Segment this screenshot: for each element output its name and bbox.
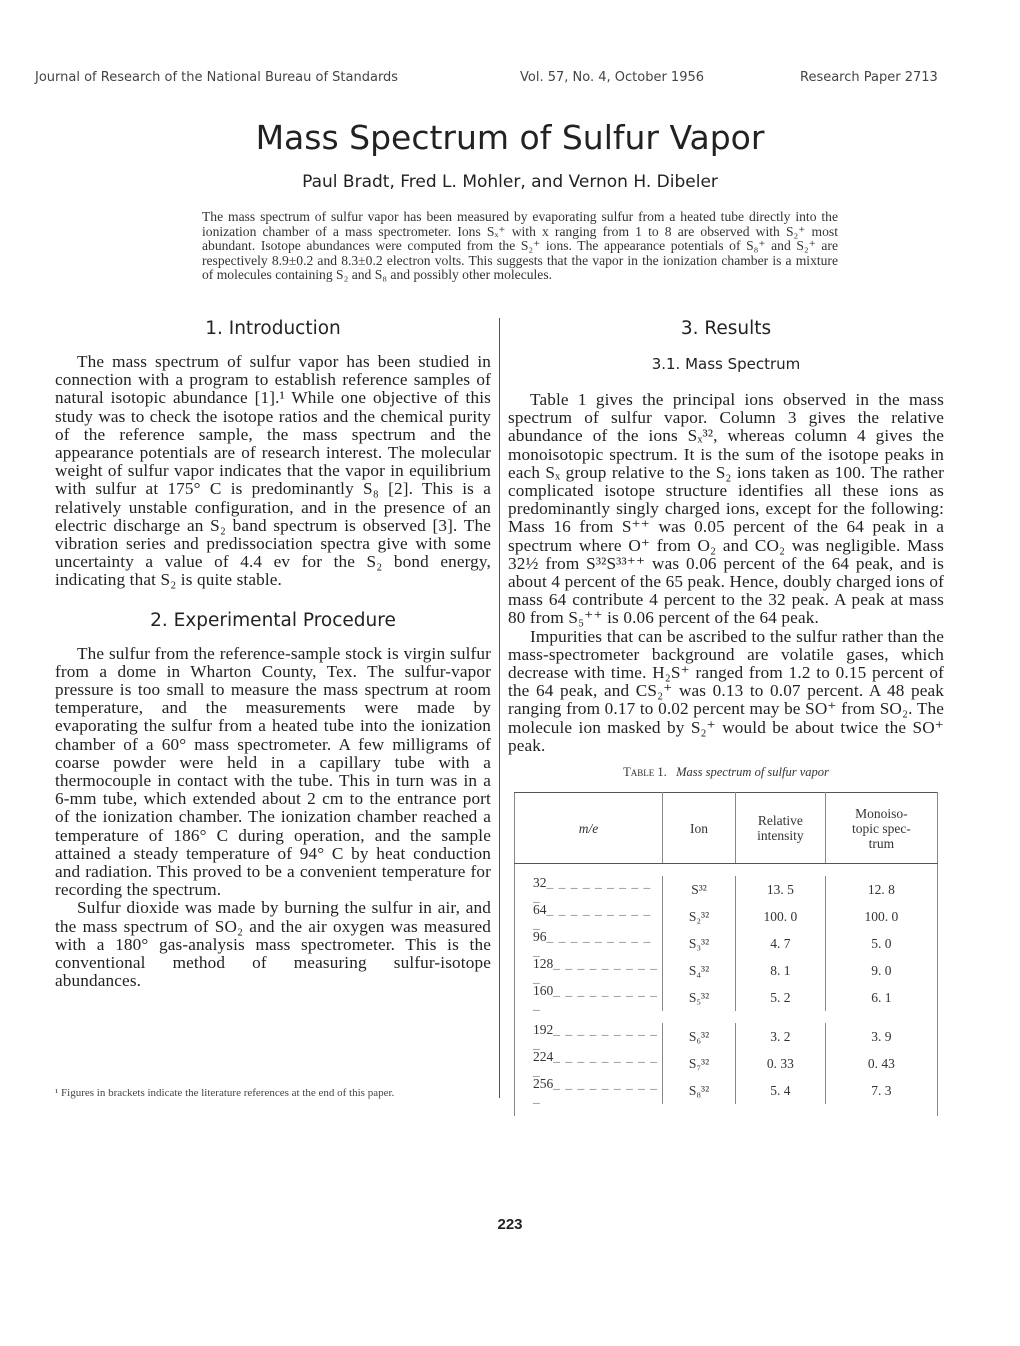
cell-relative-intensity: 13. 5 <box>736 876 826 903</box>
cell-me: 128_ _ _ _ _ _ _ _ _ _ <box>533 956 658 985</box>
table-row <box>515 876 938 903</box>
table-label: Table 1. <box>623 765 667 780</box>
cell-me: 224_ _ _ _ _ _ _ _ _ _ <box>533 1049 658 1078</box>
cell-monoisotopic: 9. 0 <box>825 957 937 984</box>
table-row <box>515 1023 938 1050</box>
cell-relative-intensity: 5. 2 <box>736 984 826 1011</box>
cell-monoisotopic: 7. 3 <box>825 1077 937 1104</box>
cell-monoisotopic: 6. 1 <box>825 984 937 1011</box>
cell-me: 256_ _ _ _ _ _ _ _ _ _ <box>533 1076 658 1105</box>
cell-relative-intensity: 3. 2 <box>736 1023 826 1050</box>
cell-monoisotopic: 0. 43 <box>825 1050 937 1077</box>
cell-ion: S₂³² <box>663 903 736 930</box>
left-column <box>55 318 491 991</box>
me-value: 256 <box>533 1076 554 1092</box>
header-ion: Ion <box>663 793 736 864</box>
results-paragraph-1: Table 1 gives the principal ions observed in the mass spectrum of sulfur vapor. Column 3 gives the relative abundance of the ions Sₓ³², whereas column 4 gives the monoisotopic spectrum. It is the sum of the isotope peaks in each Sₓ group relative to the S₂ ions taken as 100. The rather complicated isotope structure identifies all these ions as predominantly singly charged ions, except for the following: Mass 16 from S⁺⁺ was 0.05 percent of the 64 peak in a spectrum where O⁺ from O₂ and CO₂ was negligible. Mass 32½ from S³²S³³⁺⁺ was 0.06 percent of the 64 peak, and is about 4 percent of the 65 peak. Hence, doubly charged ions of mass 64 contribute 4 percent to the 32 peak. A peak at mass 80 from S₅⁺⁺ is 0.06 percent of the 64 peak. <box>508 390 944 628</box>
me-value: 160 <box>533 983 554 999</box>
column-divider <box>499 318 500 1098</box>
cell-ion: S₆³² <box>663 1023 736 1050</box>
experimental-paragraph-2: Sulfur dioxide was made by burning the sulfur in air, and the mass spectrum of SO₂ and the air oxygen was measured with a 180° gas-analysis mass spectrometer. This is the conventional method of measuring sulfur-isotope abundances. <box>55 898 491 991</box>
results-paragraph-2: Impurities that can be ascribed to the sulfur rather than the mass-spectrometer background are volatile gases, which decrease with time. H₂S⁺ ranged from 1.2 to 0.15 percent of the 64 peak, and CS₂⁺ was 0.13 to 0.07 percent. A 48 peak ranging from 0.17 to 0.02 percent may be SO⁺ from SO₂. The molecule ion masked by S₂⁺ would be about twice the SO⁺ peak. <box>508 626 944 755</box>
paper-title: Mass Spectrum of Sulfur Vapor <box>255 118 765 157</box>
cell-ion: S³² <box>663 876 736 903</box>
paper-number: Research Paper 2713 <box>800 70 938 85</box>
cell-me: 192_ _ _ _ _ _ _ _ _ _ <box>533 1022 658 1051</box>
table-row <box>515 1050 938 1077</box>
cell-ion: S₈³² <box>663 1077 736 1104</box>
cell-me: 160_ _ _ _ _ _ _ _ _ _ <box>533 983 658 1012</box>
me-value: 96 <box>533 929 547 945</box>
footnote: ¹ Figures in brackets indicate the literature references at the end of this paper. <box>55 1087 395 1099</box>
table-row <box>515 984 938 1011</box>
section-heading-results: 3. Results <box>680 318 772 339</box>
right-column <box>508 318 944 1116</box>
volume-info: Vol. 57, No. 4, October 1956 <box>520 70 705 85</box>
cell-ion: S₃³² <box>663 930 736 957</box>
header-relative-intensity: Relative intensity <box>736 793 826 864</box>
cell-me: 32_ _ _ _ _ _ _ _ _ _ <box>533 875 652 904</box>
table-row <box>515 930 938 957</box>
cell-relative-intensity: 100. 0 <box>736 903 826 930</box>
table-title: Mass spectrum of sulfur vapor <box>676 765 829 780</box>
table-row <box>515 957 938 984</box>
me-value: 128 <box>533 956 554 972</box>
cell-me: 96_ _ _ _ _ _ _ _ _ _ <box>533 929 652 958</box>
authors: Paul Bradt, Fred L. Mohler, and Vernon H. Dibeler <box>302 172 718 192</box>
cell-ion: S₄³² <box>663 957 736 984</box>
cell-me: 64_ _ _ _ _ _ _ _ _ _ <box>533 902 652 931</box>
table-header-row <box>515 793 938 864</box>
cell-monoisotopic: 3. 9 <box>825 1023 937 1050</box>
mass-spectrum-table <box>514 792 938 1116</box>
me-value: 32 <box>533 875 547 891</box>
me-value: 64 <box>533 902 547 918</box>
cell-monoisotopic: 12. 8 <box>825 876 937 903</box>
page-number: 223 <box>497 1216 523 1233</box>
table-row <box>515 1077 938 1104</box>
cell-relative-intensity: 0. 33 <box>736 1050 826 1077</box>
abstract: The mass spectrum of sulfur vapor has been measured by evaporating sulfur from a heated tube directly into the ionization chamber of a mass spectrometer. Ions Sₓ⁺ with x ranging from 1 to 8 are observed with S₂⁺ most abundant. Isotope abundances were computed from the S₂⁺ ions. The appearance potentials of S₈⁺ and S₂⁺ are respectively 8.9±0.2 and 8.3±0.2 electron volts. This suggests that the vapor in the ionization chamber is a mixture of molecules containing S₂ and S₈ and possibly other molecules. <box>202 209 838 283</box>
intro-paragraph: The mass spectrum of sulfur vapor has been studied in connection with a program to establish reference samples of natural isotopic abundance [1].¹ While one objective of this study was to check the isotope ratios and the chemical purity of the reference sample, the mass spectrum and the appearance potentials are of research interest. The molecular weight of sulfur vapor indicates that the vapor in equilibrium with sulfur at 175° C is predominantly S₈ [2]. This is a relatively unstable configuration, and in the presence of an electric discharge an S₂ band spectrum is observed [3]. The vibration series and predissociation spectra give with some uncertainty a value of 4.4 ev for the S₂ bond energy, indicating that S₂ is quite stable. <box>55 352 491 590</box>
experimental-paragraph-1: The sulfur from the reference-sample stock is virgin sulfur from a dome in Wharton County, Tex. The sulfur-vapor pressure is too small to measure the mass spectrum at room temperature, and the measurements were made by evaporating the sulfur from a heated tube into the ionization chamber of a 60° mass spectrometer. A few milligrams of coarse powder were held in a capillary tube with a thermocouple in contact with the tube. This in turn was in a 6-mm tube, which extended about 2 cm to the entrance port of the ionization chamber. The ionization chamber reached a temperature of 186° C during operation, and the sample attained a steady temperature of 94° C by heat conduction and radiation. This proved to be a convenient temperature for recording the spectrum. <box>55 643 491 900</box>
subsection-heading-mass-spectrum: 3.1. Mass Spectrum <box>651 355 801 373</box>
section-heading-introduction: 1. Introduction <box>205 318 341 339</box>
cell-relative-intensity: 5. 4 <box>736 1077 826 1104</box>
section-heading-experimental: 2. Experimental Procedure <box>150 609 396 631</box>
journal-name: Journal of Research of the National Bureau of Standards <box>35 70 399 85</box>
cell-relative-intensity: 8. 1 <box>736 957 826 984</box>
header-monoisotopic: Monoiso- topic spec- trum <box>825 793 937 864</box>
cell-ion: S₅³² <box>663 984 736 1011</box>
header-me: m/e <box>578 820 599 836</box>
table-caption <box>508 765 944 780</box>
cell-monoisotopic: 100. 0 <box>825 903 937 930</box>
cell-monoisotopic: 5. 0 <box>825 930 937 957</box>
table-row <box>515 903 938 930</box>
me-value: 224 <box>533 1049 554 1065</box>
cell-relative-intensity: 4. 7 <box>736 930 826 957</box>
me-value: 192 <box>533 1022 554 1038</box>
cell-ion: S₇³² <box>663 1050 736 1077</box>
